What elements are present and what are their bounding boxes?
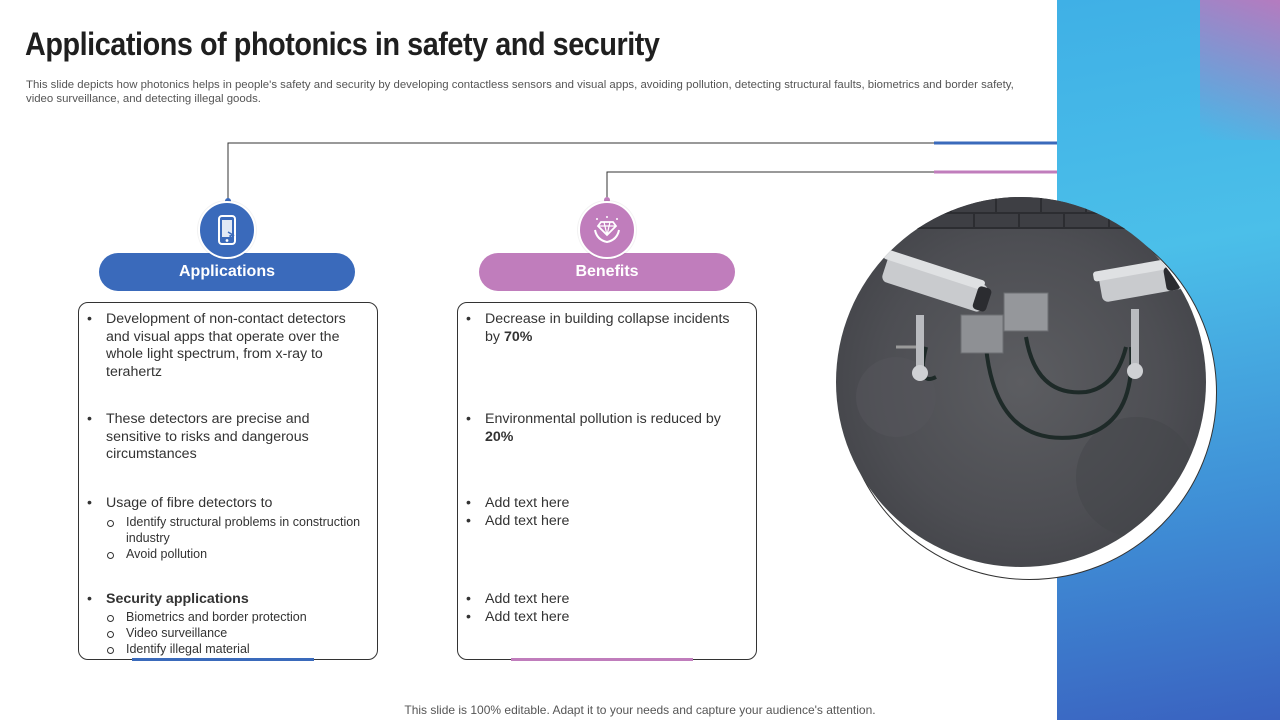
page-title: Applications of photonics in safety and security [25,26,660,62]
benefits-accent-line [511,658,693,661]
list-item: • Development of non-contact detectors and visual apps that operate over the whole light spectrum, from x-ray to terahertz [87,311,346,380]
sub-list-item: Biometrics and border protection [106,609,365,625]
smartphone-icon [198,201,256,259]
security-camera-icon [836,197,1206,567]
sub-list-item: Video surveillance [106,625,365,641]
applications-box [78,302,378,660]
list-item: • Usage of fibre detectors to Identify structural problems in construction industry Avoid pollution [87,495,365,562]
security-camera-photo [836,197,1206,567]
page-subtitle: This slide depicts how photonics helps in people's safety and security by developing contactless sensors and visual apps, avoiding pollution, detecting structural faults, biometrics and border safety, video surveillance, and detecting illegal goods. [26,79,1014,105]
list-item: • Decrease in building collapse incidents by 70% [466,311,730,345]
list-item: • Add text here [466,591,570,607]
list-item: • Add text here [466,495,570,511]
list-item: • These detectors are precise and sensitive to risks and dangerous circumstances [87,411,310,462]
applications-label: Applications [178,263,275,280]
list-item: • Add text here [466,609,570,625]
diamond-hands-icon [578,201,636,259]
sub-list-item: Identify structural problems in construction industry [106,514,365,546]
list-item: • Security applications Biometrics and border protection Video surveillance Identify illegal material [87,591,365,657]
benefits-box [457,302,757,660]
sub-list [106,514,365,562]
sub-list [106,609,365,657]
footer-note: This slide is 100% editable. Adapt it to your needs and capture your audience's attention. [404,703,876,717]
list-item: • Add text here [466,513,570,529]
benefits-label: Benefits [575,263,639,280]
sub-list-item: Identify illegal material [106,641,365,657]
list-item: • Environmental pollution is reduced by 20% [466,411,721,445]
sub-list-item: Avoid pollution [106,546,365,562]
applications-accent-line [132,658,314,661]
